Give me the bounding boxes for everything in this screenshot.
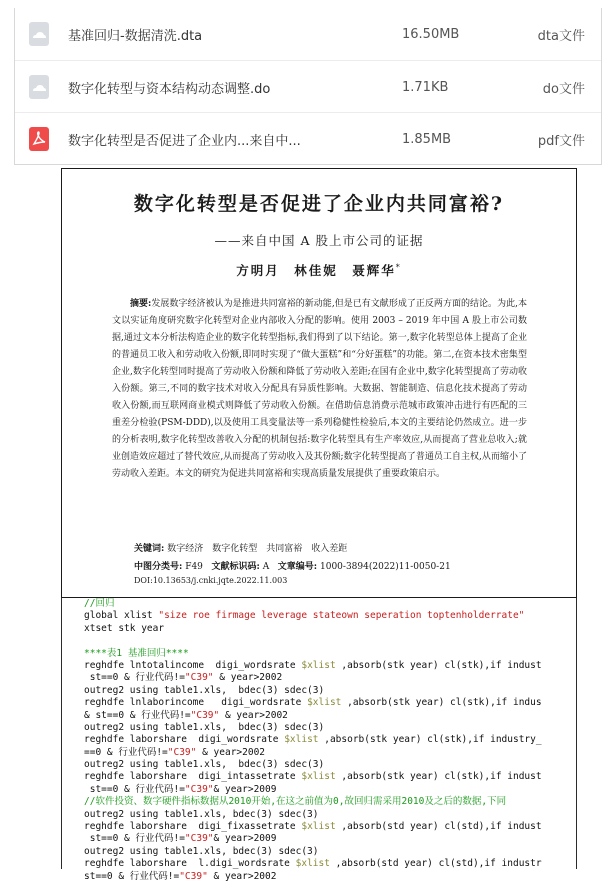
- code-token: outreg2 using table1.xls, bdec(3) sdec(3): [84, 808, 319, 820]
- file-type: pdf文件: [537, 133, 585, 149]
- code-line: [84, 685, 576, 697]
- code-line: [84, 846, 576, 858]
- code-token: $xlist: [301, 771, 336, 783]
- code-line: [84, 710, 576, 722]
- file-row[interactable]: [15, 60, 601, 113]
- code-token: st==0 & 行业代码!=: [84, 783, 185, 795]
- pdf-preview: [61, 168, 577, 598]
- code-token: $xlist: [307, 697, 342, 709]
- code-token: st==0 & 行业代码!=: [84, 833, 185, 845]
- document-icon: [29, 22, 49, 46]
- paper-doi: DOI:10.13653/j.cnki.jqte.2022.11.003: [134, 576, 288, 585]
- author-footnote-mark: *: [395, 262, 402, 272]
- abstract-text: 发展数字经济被认为是推进共同富裕的新动能,但是已有文献形成了正反两方面的结论。为此,本文以实证角度研究数字化转型对企业内部收入分配的影响。使用 2003 – 2019 年中国 A 股上市公司数据,通过文本分析法构造企业的数字化转型指标,我们得到了以下结论。第一,数字化转型总体上提高了企业的普通员工收入和劳动收入份额,即同时实现了“做大蛋糕”和“分好蛋糕”的功能。第二,在资本技术密集型企业,数字化转型同时提高了劳动收入份额和降低了劳动收入差距;在国有企业中,数字化转型提高了劳动收入份额。第三,不同的数字技术对收入分配具有异质性影响。大数据、智能制造、信息化技术提高了劳动收入份额,而互联网商业模式则降低了劳动收入份额。在借助信息消费示范城市政策冲击进行有匹配的三重差分检验(PSM-DDD),以及使用工具变量法等一系列稳健性检验后,本文的主要结论仍然成立。进一步的分析表明,数字化转型改善收入分配的机制包括:数字化转型具有生产率效应,从而提高了营业总收入;就业创造效应超过了替代效应,从而提高了劳动收入及其份额;数字化转型提高了普通员工自主权,从而缩小了劳动收入差距。本文的研究为促进共同富裕和实现高质量发展提供了重要政策启示。: [112, 299, 527, 479]
- code-token: "C39": [184, 833, 214, 845]
- code-token: //软件投资、数字硬件指标数据从2010开始,在这之前值为0,故回归需采用2010及之后的数据,下同: [84, 796, 507, 808]
- code-line: [84, 784, 576, 796]
- code-token: ==0 & 行业代码!=: [84, 746, 168, 758]
- code-line: [84, 771, 576, 783]
- clc-label: 中图分类号:: [134, 562, 183, 572]
- code-token: ,absorb(stk year) cl(stk),if indust: [335, 771, 542, 783]
- code-line: [84, 697, 576, 709]
- code-lines: [84, 598, 576, 883]
- code-token: outreg2 using table1.xls, bdec(3) sdec(3): [84, 845, 319, 857]
- article-no-value: 1000-3894(2022)11-0050-21: [320, 562, 451, 572]
- code-token: "C39": [167, 746, 197, 758]
- file-row[interactable]: [15, 112, 601, 165]
- clc-value: F49: [185, 562, 203, 572]
- code-token: & st==0 & 行业代码!=: [84, 709, 191, 721]
- code-token: //回归: [84, 598, 115, 609]
- code-line: [84, 759, 576, 771]
- code-token: ,absorb(std year) cl(std),if indust: [335, 821, 542, 833]
- paper-authors: [62, 261, 576, 279]
- code-token: outreg2 using table1.xls, bdec(3) sdec(3): [84, 721, 325, 733]
- file-type: dta文件: [537, 28, 585, 44]
- paper-subtitle: ——来自中国 A 股上市公司的证据: [214, 233, 424, 248]
- code-token: reghdfe laborshare digi_fixassetrate: [84, 821, 302, 833]
- document-icon: [29, 75, 49, 99]
- code-token: xtset stk year: [84, 622, 165, 634]
- code-token: st==0 & 行业代码!=: [84, 672, 185, 684]
- code-token: "C39": [184, 783, 214, 795]
- code-line: [84, 672, 576, 684]
- file-name[interactable]: 数字化转型与资本结构动态调整.do: [68, 81, 271, 97]
- file-size: 1.71KB: [402, 79, 449, 95]
- paper-abstract: [112, 296, 527, 483]
- code-line: [84, 648, 576, 660]
- code-token: & year>2009: [213, 783, 277, 795]
- pdf-icon: [29, 127, 49, 151]
- code-token: "size roe firmage leverage stateown seperation toptenholderrate": [158, 610, 525, 622]
- code-token: "C39": [190, 709, 220, 721]
- keywords-label: 关键词:: [134, 544, 165, 554]
- code-line: [84, 598, 576, 610]
- code-token: reghdfe laborshare digi_wordsrate: [84, 734, 285, 746]
- code-line: [84, 809, 576, 821]
- code-line: [84, 722, 576, 734]
- code-line: [84, 660, 576, 672]
- code-token: reghdfe laborshare l.digi_wordsrate: [84, 858, 296, 870]
- code-line: [84, 858, 576, 870]
- code-token: ,absorb(stk year) cl(stk),if industry_: [318, 734, 542, 746]
- file-list: [14, 8, 602, 165]
- code-line: [84, 796, 576, 808]
- code-token: & year>2002: [196, 746, 266, 758]
- code-line: [84, 821, 576, 833]
- paper-keywords: [134, 541, 347, 554]
- code-token: & year>2002: [207, 870, 277, 882]
- code-token: $xlist: [301, 659, 336, 671]
- code-token: ,absorb(std year) cl(std),if industr: [329, 858, 542, 870]
- code-line: [84, 635, 576, 647]
- file-size: 1.85MB: [402, 131, 452, 147]
- code-line: [84, 833, 576, 845]
- code-token: $xlist: [301, 821, 336, 833]
- code-token: reghdfe laborshare digi_intassetrate: [84, 771, 302, 783]
- file-type: do文件: [542, 81, 585, 97]
- code-token: global xlist: [84, 610, 159, 622]
- code-token: outreg2 using table1.xls, bdec(3) sdec(3): [84, 759, 325, 771]
- article-no-label: 文章编号:: [277, 562, 318, 572]
- code-token: $xlist: [284, 734, 319, 746]
- code-token: outreg2 using table1.xls, bdec(3) sdec(3): [84, 684, 325, 696]
- code-token: "C39": [184, 672, 214, 684]
- code-token: ,absorb(stk year) cl(stk),if indust: [335, 659, 542, 671]
- code-token: reghdfe lntotalincome digi_wordsrate: [84, 659, 302, 671]
- keywords-text: 数字经济 数字化转型 共同富裕 收入差距: [167, 544, 348, 554]
- paper-classification: [134, 559, 451, 572]
- code-token: & year>2002: [219, 709, 288, 721]
- code-token: st==0 & 行业代码!=: [84, 870, 180, 882]
- code-token: reghdfe lnlaborincome digi_wordsrate: [84, 697, 308, 709]
- file-name[interactable]: 基准回归-数据清洗.dta: [68, 28, 203, 44]
- file-row[interactable]: [15, 8, 601, 60]
- code-token: "C39": [179, 870, 208, 882]
- abstract-label: 摘要:: [130, 299, 152, 309]
- code-line: [84, 623, 576, 635]
- doc-code-value: A: [262, 562, 270, 572]
- file-name[interactable]: 数字化转型是否促进了企业内...来自中...: [68, 133, 301, 149]
- code-token: ****表1 基准回归****: [84, 647, 189, 659]
- code-token: & year>2009: [213, 833, 277, 845]
- code-token: & year>2002: [213, 672, 283, 684]
- code-line: [84, 747, 576, 759]
- code-line: [84, 871, 576, 883]
- doc-code-label: 文献标识码:: [211, 562, 260, 572]
- code-token: ,absorb(stk year) cl(stk),if indus: [341, 697, 542, 709]
- code-token: $xlist: [295, 858, 330, 870]
- paper-title: 数字化转型是否促进了企业内共同富裕?: [133, 193, 505, 215]
- code-line: [84, 734, 576, 746]
- file-size: 16.50MB: [402, 26, 460, 42]
- do-file-editor[interactable]: [61, 598, 577, 882]
- code-line: [84, 610, 576, 622]
- author-names: 方明月 林佳妮 聂辉华: [236, 263, 396, 278]
